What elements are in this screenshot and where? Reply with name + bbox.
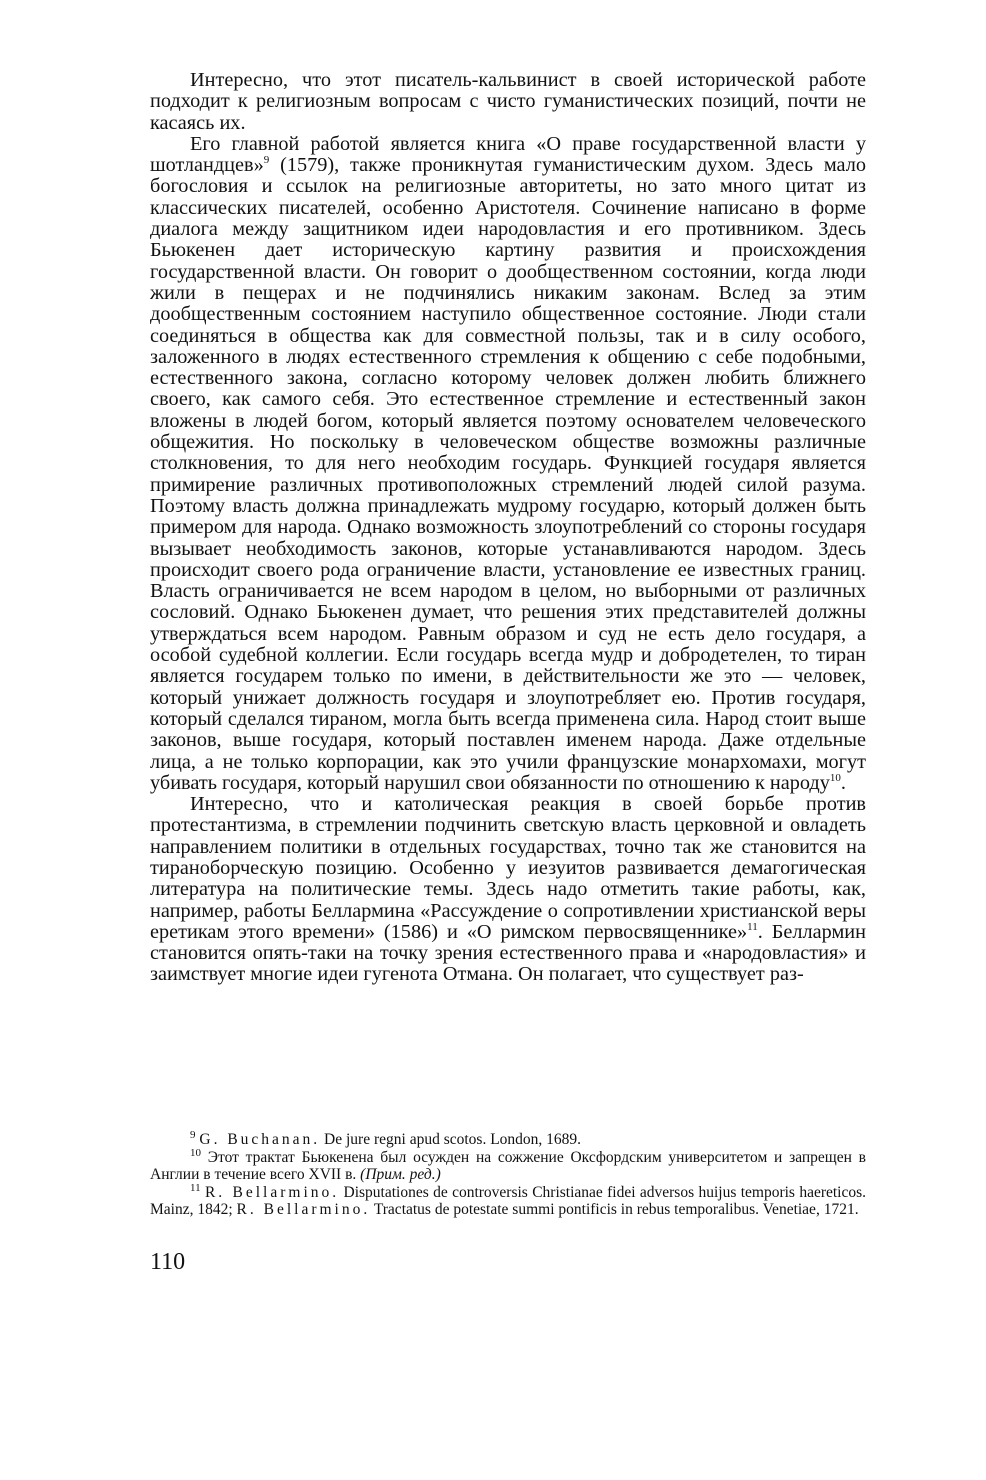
footnote-9 xyxy=(150,1128,866,1149)
footnotes xyxy=(150,1128,867,1219)
page-number: 110 xyxy=(150,1249,186,1275)
footnote-text: Этот трактат Бьюкенена был осужден на сожжение Оксфордским университетом и запрещен в Англии в течение всего XVII в. xyxy=(150,1148,867,1183)
footnote-text: De jure regni apud scotos. London, 1689. xyxy=(324,1131,582,1148)
footnote-marker: 9 xyxy=(190,1128,196,1141)
footnote-ref[interactable]: 11 xyxy=(747,921,758,934)
paragraph: Интересно, что и католическая реакция в своей борьбе против протестантизма, в стремлении подчинить светскую власть церковной и овладеть направлением политики в отдельных государствах, точно так же становится на тираноборческую позицию. Особенно у иезуитов развивается демагогическая литература на политические темы. Здесь надо отметить такие работы, как, например, работы Беллармина «Рассуждение о сопротивлении христианской веры еретикам этого времени» (1586) и «О римском первосвященнике»$^{11}$. Беллармин становится опять-таки на точку зрения естественного права и «народовластия» и заимствует многие идеи гугенота Отмана. Он полагает, что существует раз- xyxy=(150,793,866,986)
editor-note: (Прим. ред.) xyxy=(360,1166,441,1183)
paragraph: Его главной работой является книга «О праве государственной власти у шотландцев»$^9$ (1579), также проникнутая гуманистическим духом. Здесь мало богословия и ссылок на религиозные авторитеты, но зато много цитат из классических писателей, особенно Аристотеля. Сочинение написано в форме диалога между защитником идеи народовластия и его противником. Здесь Бьюкенен дает историческую картину развития и происхождения государственной власти. Он говорит о дообщественном состоянии, когда люди жили в пещерах и не подчинялись никаким законам. Вслед за этим дообщественным состоянием наступило общественное состояние. Люди стали соединяться в общества как для совместной пользы, так и в силу особого, заложенного в людях естественного стремления к общению с себе подобными, естественного закона, согласно которому человек должен любить ближнего своего, как самого себя. Это естественное стремление и естественный закон вложены в людей богом, который является поэтому основателем человеческого общежития. Но поскольку в человеческом обществе возможны различные столкновения, то для него необходим государь. Функцией государя является примирение различных противоположных стремлений людей силой разума. Поэтому власть должна принадлежать мудрому государю, который должен быть примером для народа. Однако возможность злоупотреблений со стороны государя вызывает необходимость законов, которые устанавливаются народом. Здесь происходит своего рода ограничение власти, установление ее известных границ. Власть ограничивается не всем народом в целом, но выборными от различных сословий. Однако Бьюкенен думает, что решения этих представителей должны утверждаться всем народом. Равным образом и суд не есть дело государя, а особой судебной коллегии. Если государь всегда мудр и добродетелен, то тиран является государем только по имени, в действительности же это — человек, который унижает должность государя и злоупотребляет ею. Против государя, который сделался тираном, могла быть всегда применена сила. Народ стоит выше законов, выше государя, который поставлен именем народа. Даже отдельные лица, а не только корпорации, как это учили французские монархомахи, могут убивать государя, который нарушил свои обязанности по отношению к народу$^{10}$. xyxy=(150,132,866,794)
footnote-ref[interactable]: 9 xyxy=(263,154,270,167)
footnote-11 xyxy=(150,1181,867,1219)
main-text xyxy=(150,70,866,986)
footnote-ref[interactable]: 10 xyxy=(829,772,841,785)
footnote-author: R. Bellarmino. xyxy=(236,1201,371,1218)
footnote-marker: 10 xyxy=(190,1146,201,1159)
footnote-author: G. Buchanan. xyxy=(199,1131,321,1148)
footnote-marker: 11 xyxy=(190,1181,201,1194)
footnote-text: Tractatus de potestate summi pontificis in rebus temporalibus. Venetiae, 1721. xyxy=(373,1201,859,1218)
footnote-author: R. Bellarmino. xyxy=(204,1183,340,1201)
footnote-text: Disputationes de controversis Christianae fidei adversos huijus temporis haereticos. Mainz, 1842; xyxy=(150,1183,867,1218)
paragraph: Интересно, что этот писатель-кальвинист в своей исторической работе подходит к религиозным вопросам с чисто гуманистических позиций, почти не касаясь их. xyxy=(150,69,866,134)
footnote-10 xyxy=(150,1146,867,1184)
